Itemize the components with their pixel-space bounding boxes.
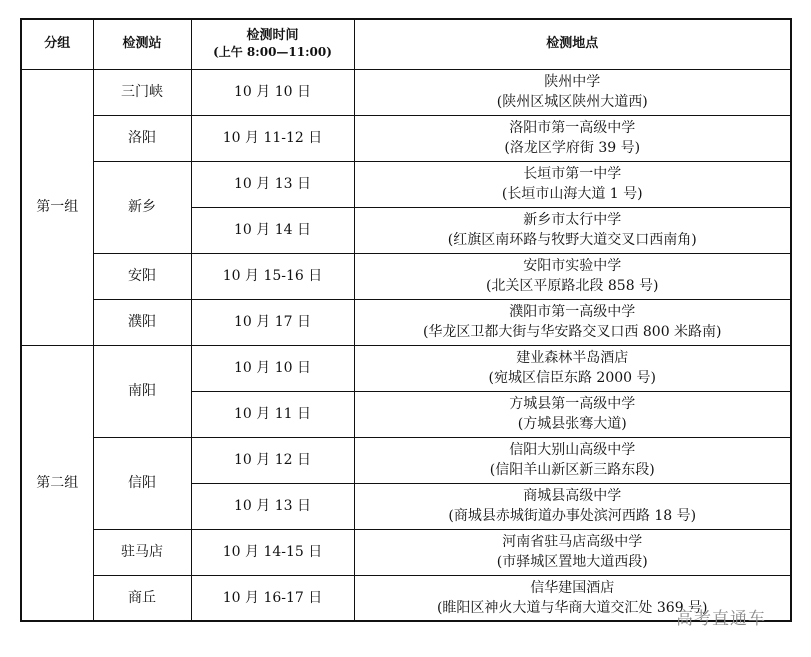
school-name: 建业森林半岛酒店 — [516, 350, 629, 366]
table-row — [21, 345, 791, 391]
school-address: (红旗区南环路与牧野大道交叉口西南角) — [447, 232, 697, 248]
station-cell: 濮阳 — [93, 299, 191, 345]
school-name: 信华建国酒店 — [530, 579, 615, 596]
location-cell — [354, 299, 791, 345]
school-address: (商城县赤城街道办事处滨河西路 18 号) — [448, 508, 697, 524]
header-time-title: 检测时间 — [246, 28, 299, 44]
school-address: (信阳羊山新区新三路东段) — [489, 462, 655, 478]
table-row — [21, 299, 791, 345]
location-cell — [354, 253, 791, 299]
date-cell: 10 月 11 日 — [191, 391, 354, 437]
school-name: 长垣市第一中学 — [523, 166, 622, 182]
school-name: 商城县高级中学 — [523, 488, 622, 504]
group-cell: 第二组 — [21, 345, 93, 621]
school-name: 信阳大别山高级中学 — [509, 442, 636, 458]
date-cell: 10 月 14 日 — [191, 207, 354, 253]
school-address: (洛龙区学府街 39 号) — [504, 140, 641, 156]
station-cell: 新乡 — [93, 161, 191, 253]
header-group: 分组 — [21, 19, 93, 69]
station-cell: 驻马店 — [93, 529, 191, 575]
header-station: 检测站 — [93, 19, 191, 69]
school-address: (方城县张骞大道) — [517, 416, 627, 432]
station-cell: 安阳 — [93, 253, 191, 299]
schedule-table — [20, 18, 792, 622]
location-cell — [354, 437, 791, 483]
header-time — [191, 19, 354, 69]
table-row — [21, 161, 791, 207]
date-cell: 10 月 12 日 — [191, 437, 354, 483]
date-cell: 10 月 15-16 日 — [191, 253, 354, 299]
header-row — [21, 19, 791, 69]
station-cell: 信阳 — [93, 437, 191, 529]
table-row — [21, 253, 791, 299]
station-cell: 南阳 — [93, 345, 191, 437]
date-cell: 10 月 11-12 日 — [191, 115, 354, 161]
date-cell: 10 月 13 日 — [191, 161, 354, 207]
date-cell: 10 月 10 日 — [191, 345, 354, 391]
watermark-text: 高考直通车 — [676, 609, 766, 629]
location-cell — [354, 529, 791, 575]
date-cell: 10 月 10 日 — [191, 69, 354, 115]
location-cell — [354, 391, 791, 437]
date-cell: 10 月 13 日 — [191, 483, 354, 529]
date-cell: 10 月 17 日 — [191, 299, 354, 345]
location-cell — [354, 345, 791, 391]
school-name: 新乡市太行中学 — [523, 212, 622, 228]
group-cell: 第一组 — [21, 69, 93, 345]
station-cell: 三门峡 — [93, 69, 191, 115]
table-row — [21, 437, 791, 483]
station-cell: 洛阳 — [93, 115, 191, 161]
school-name: 濮阳市第一高级中学 — [509, 304, 636, 320]
school-name: 方城县第一高级中学 — [509, 396, 636, 412]
school-address: (睢阳区神火大道与华商大道交汇处 369 号) — [436, 599, 708, 616]
table-row — [21, 115, 791, 161]
table-row — [21, 69, 791, 115]
school-address: (市驿城区置地大道西段) — [496, 554, 648, 570]
station-cell: 商丘 — [93, 575, 191, 621]
header-time-sub: (上午 8:00—11:00) — [213, 45, 332, 60]
school-name: 河南省驻马店高级中学 — [502, 534, 643, 550]
header-location: 检测地点 — [354, 19, 791, 69]
school-address: (北关区平原路北段 858 号) — [485, 278, 659, 294]
school-address: (华龙区卫都大街与华安路交叉口西 800 米路南) — [422, 324, 722, 340]
date-cell: 10 月 14-15 日 — [191, 529, 354, 575]
school-name: 洛阳市第一高级中学 — [509, 120, 636, 136]
school-address: (长垣市山海大道 1 号) — [501, 186, 643, 202]
location-cell — [354, 161, 791, 207]
school-address: (宛城区信臣东路 2000 号) — [488, 370, 656, 386]
location-cell — [354, 115, 791, 161]
location-cell — [354, 483, 791, 529]
location-cell — [354, 207, 791, 253]
school-address: (陕州区城区陕州大道西) — [496, 94, 648, 110]
location-cell — [354, 69, 791, 115]
school-name: 安阳市实验中学 — [523, 258, 622, 274]
table-row — [21, 529, 791, 575]
date-cell: 10 月 16-17 日 — [191, 575, 354, 621]
school-name: 陕州中学 — [544, 74, 601, 90]
